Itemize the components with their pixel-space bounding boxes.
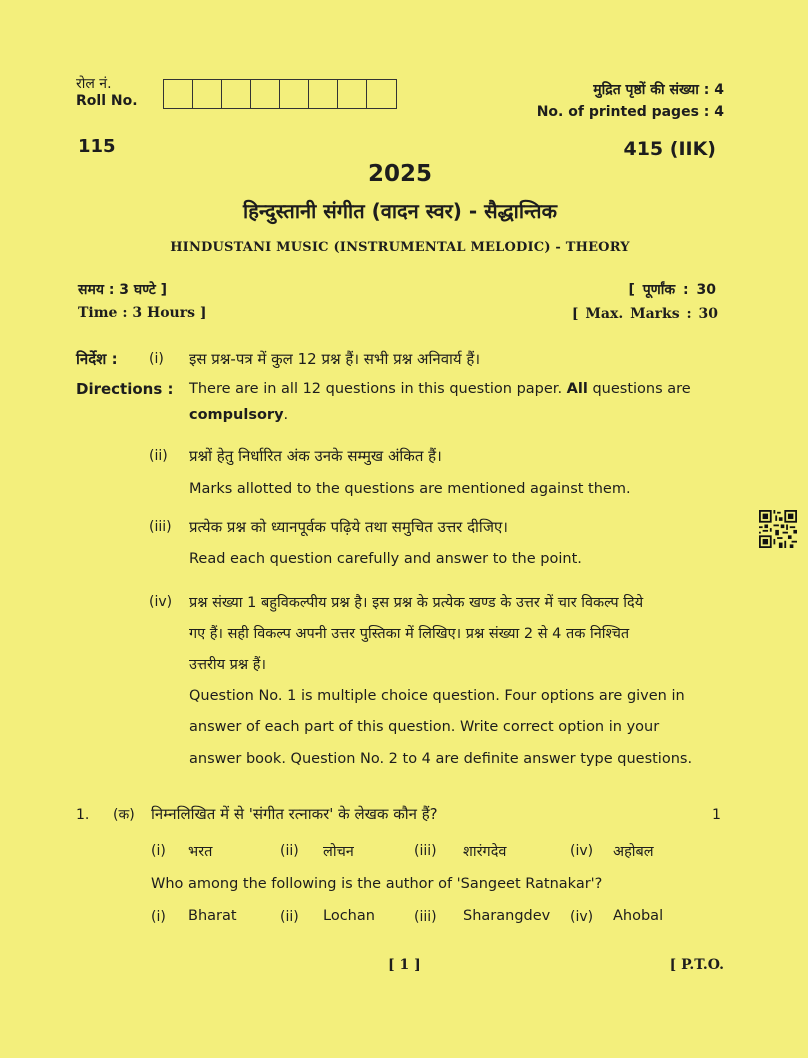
exam-year: 2025: [367, 161, 432, 187]
roll-digit-box[interactable]: [251, 80, 280, 108]
max-marks-english: [ Max. Marks : 30: [571, 306, 718, 322]
option-en-4-num: (iv): [570, 909, 594, 925]
directions-label-hi: निर्देश :: [76, 350, 118, 368]
roll-digit-box[interactable]: [338, 80, 367, 108]
direction-1-english-line1: [189, 381, 691, 397]
option-en-3-text: Sharangdev: [463, 908, 551, 924]
direction-1-hindi: इस प्रश्न-पत्र में कुल 12 प्रश्न हैं। सभी प्रश्न अनिवार्य हैं।: [189, 350, 481, 368]
direction-1-text-bold: All: [566, 381, 588, 397]
option-hi-4-num: (iv): [570, 843, 594, 859]
title-english: HINDUSTANI MUSIC (INSTRUMENTAL MELODIC) - THEORY: [170, 240, 630, 255]
option-en-2-num: (ii): [280, 909, 299, 925]
question-number: 1.: [76, 807, 90, 823]
roll-label-hi: रोल नं.: [76, 76, 112, 92]
direction-number: (iii): [149, 519, 172, 535]
option-hi-1-num: (i): [151, 843, 166, 859]
roll-number-boxes[interactable]: [163, 79, 397, 109]
direction-4-hindi-line3: उत्तरीय प्रश्न हैं।: [189, 657, 266, 673]
direction-1-tail: .: [283, 407, 289, 423]
direction-1-text-a: There are in all 12 questions in this question paper.: [189, 381, 567, 397]
direction-4-hindi-line2: गए हैं। सही विकल्प अपनी उत्तर पुस्तिका में लिखिए। प्रश्न संख्या 2 से 4 तक निश्चित: [189, 626, 630, 642]
option-en-3-num: (iii): [414, 909, 437, 925]
page-number: [ 1 ]: [388, 957, 421, 973]
max-marks-hindi: [ पूर्णांक : 30: [628, 282, 716, 298]
option-hi-2-text: लोचन: [323, 844, 354, 860]
option-hi-2-num: (ii): [280, 843, 299, 859]
direction-1-compulsory: compulsory: [189, 407, 284, 423]
roll-digit-box[interactable]: [367, 80, 396, 108]
roll-digit-box[interactable]: [280, 80, 309, 108]
direction-4-english-line2: answer of each part of this question. Write correct option in your: [189, 719, 660, 735]
roll-digit-box[interactable]: [164, 80, 193, 108]
direction-2-english: Marks allotted to the questions are mentioned against them.: [189, 481, 631, 497]
roll-digit-box[interactable]: [309, 80, 338, 108]
roll-digit-box[interactable]: [193, 80, 222, 108]
direction-2-hindi: प्रश्नों हेतु निर्धारित अंक उनके सम्मुख अंकित हैं।: [189, 447, 442, 465]
question-part: (क): [113, 807, 135, 823]
direction-4-english-line1: Question No. 1 is multiple choice question. Four options are given in: [189, 688, 685, 704]
direction-number: (iv): [149, 594, 173, 610]
roll-label-en: Roll No.: [76, 93, 138, 109]
qr-code-icon: [759, 510, 797, 548]
paper-code: 415 (IIK): [623, 138, 716, 160]
directions-label-en: Directions :: [76, 380, 174, 398]
pages-label-hi: मुद्रित पृष्ठों की संख्या : 4: [593, 82, 724, 98]
option-en-1-num: (i): [151, 909, 166, 925]
direction-3-hindi: प्रत्येक प्रश्न को ध्यानपूर्वक पढ़िये तथा समुचित उत्तर दीजिए।: [189, 518, 508, 536]
option-hi-1-text: भरत: [188, 844, 213, 860]
direction-1-text-b: questions are: [587, 381, 691, 397]
option-hi-4-text: अहोबल: [613, 844, 654, 860]
option-hi-3-text: शारंगदेव: [463, 844, 507, 860]
option-en-1-text: Bharat: [188, 908, 237, 924]
direction-number: (ii): [149, 448, 168, 464]
direction-4-hindi-line1: प्रश्न संख्या 1 बहुविकल्पीय प्रश्न है। इस प्रश्न के प्रत्येक खण्ड के उत्तर में चार विकल्प दिये: [189, 595, 644, 611]
option-en-4-text: Ahobal: [613, 908, 664, 924]
option-hi-3-num: (iii): [414, 843, 437, 859]
question-marks: 1: [712, 807, 721, 823]
time-hindi: समय : 3 घण्टे ]: [78, 282, 168, 298]
pages-label-en: No. of printed pages : 4: [536, 104, 724, 120]
option-en-2-text: Lochan: [323, 908, 375, 924]
series-code: 115: [78, 136, 116, 157]
direction-4-english-line3: answer book. Question No. 2 to 4 are definite answer type questions.: [189, 751, 693, 767]
pto-label: [ P.T.O.: [669, 957, 724, 973]
question-text-hindi: निम्नलिखित में से 'संगीत रत्नाकर' के लेखक कौन हैं?: [151, 805, 438, 823]
roll-digit-box[interactable]: [222, 80, 251, 108]
question-text-english: Who among the following is the author of 'Sangeet Ratnakar'?: [151, 876, 603, 892]
direction-1-english-line2: [189, 407, 288, 423]
title-hindi: हिन्दुस्तानी संगीत (वादन स्वर) - सैद्धान्तिक: [243, 199, 557, 223]
direction-number: (i): [149, 351, 164, 367]
direction-3-english: Read each question carefully and answer to the point.: [189, 551, 582, 567]
time-english: Time : 3 Hours ]: [78, 305, 207, 321]
